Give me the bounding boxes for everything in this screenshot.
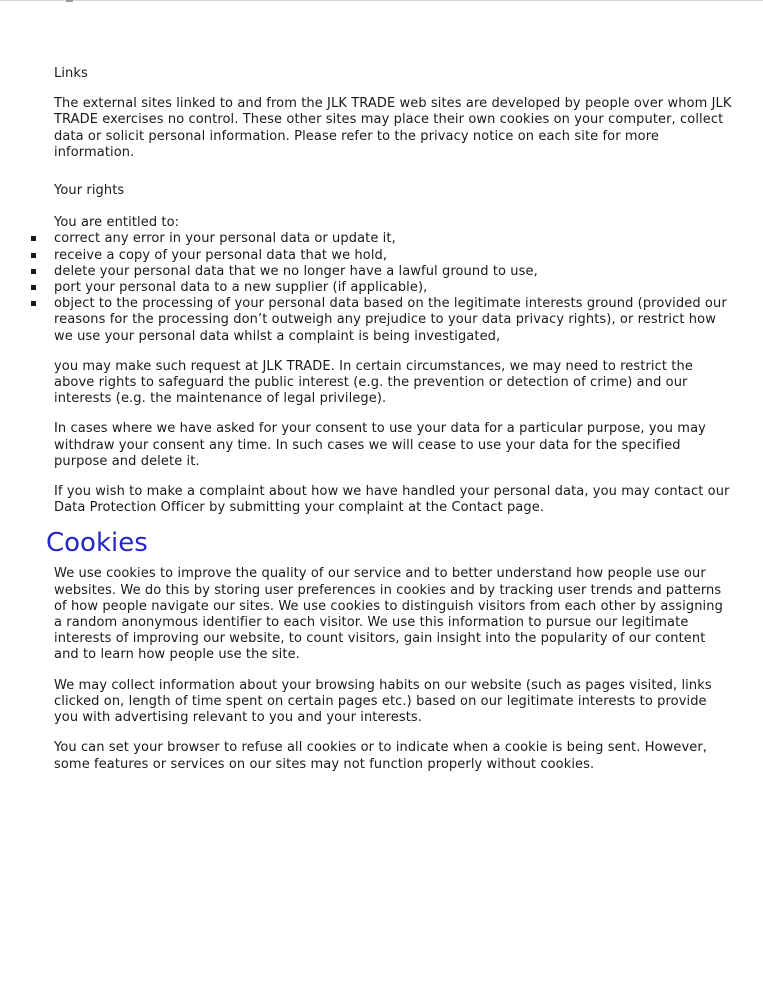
bullet-icon <box>31 236 36 241</box>
list-item <box>54 231 734 247</box>
top-divider <box>0 0 763 1</box>
rights-paragraph-complaint: If you wish to make a complaint about how we have handled your personal data, you may contact our Data Protection Officer by submitting your complaint at the Contact page. <box>54 484 730 516</box>
rights-intro: You are entitled to: <box>54 215 180 231</box>
list-item <box>54 296 734 345</box>
list-item-text: receive a copy of your personal data that we hold, <box>54 247 388 263</box>
cookies-paragraph-usage: We use cookies to improve the quality of our service and to better understand how people use our websites. We do this by storing user preferences in cookies and by tracking user trends and patterns of how people navigate our sites. We use cookies to distinguish visitors from each other by assigning a random anonymous identifier to each visitor. We use this information to pursue our legitimate interests of improving our website, to count visitors, gain insight into the popularity of our content and to learn how people use the site. <box>54 566 723 663</box>
bullet-icon <box>31 253 36 258</box>
bullet-icon <box>31 269 36 274</box>
bullet-icon <box>31 285 36 290</box>
list-item-text: delete your personal data that we no longer have a lawful ground to use, <box>54 263 538 279</box>
rights-heading: Your rights <box>54 183 125 199</box>
cookies-paragraph-browsing: We may collect information about your browsing habits on our website (such as pages visited, links clicked on, length of time spent on certain pages etc.) based on our legitimate interests to provide you with advertising relevant to you and your interests. <box>54 677 712 726</box>
cookies-heading: Cookies <box>46 528 148 559</box>
list-item-text: object to the processing of your personal data based on the legitimate interests ground (provided our reasons for the processing don’t outweigh any prejudice to your data privacy rights), or restrict how we use your personal data whilst a complaint is being investigated, <box>54 296 727 344</box>
document-body <box>46 66 734 773</box>
bullet-icon <box>31 301 36 306</box>
list-item <box>54 248 734 264</box>
links-paragraph: The external sites linked to and from the JLK TRADE web sites are developed by people over whom JLK TRADE exercises no control. These other sites may place their own cookies on your computer, collect data or solicit personal information. Please refer to the privacy notice on each site for more information. <box>54 96 732 160</box>
cookies-paragraph-refuse: You can set your browser to refuse all cookies or to indicate when a cookie is being sent. However, some features or services on our sites may not function properly without cookies. <box>54 740 708 772</box>
rights-list <box>54 231 734 344</box>
rights-paragraph-request: you may make such request at JLK TRADE. In certain circumstances, we may need to restrict the above rights to safeguard the public interest (e.g. the prevention or detection of crime) and our interests (e.g. the maintenance of legal privilege). <box>54 358 693 407</box>
rights-paragraph-consent: In cases where we have asked for your consent to use your data for a particular purpose, you may withdraw your consent any time. In such cases we will cease to use your data for the specified purpose and delete it. <box>54 421 706 469</box>
top-marker <box>66 0 73 2</box>
list-item <box>54 280 734 296</box>
links-heading: Links <box>54 66 88 81</box>
list-item <box>54 264 734 280</box>
list-item-text: port your personal data to a new supplier (if applicable), <box>54 280 428 296</box>
list-item-text: correct any error in your personal data or update it, <box>54 231 396 247</box>
